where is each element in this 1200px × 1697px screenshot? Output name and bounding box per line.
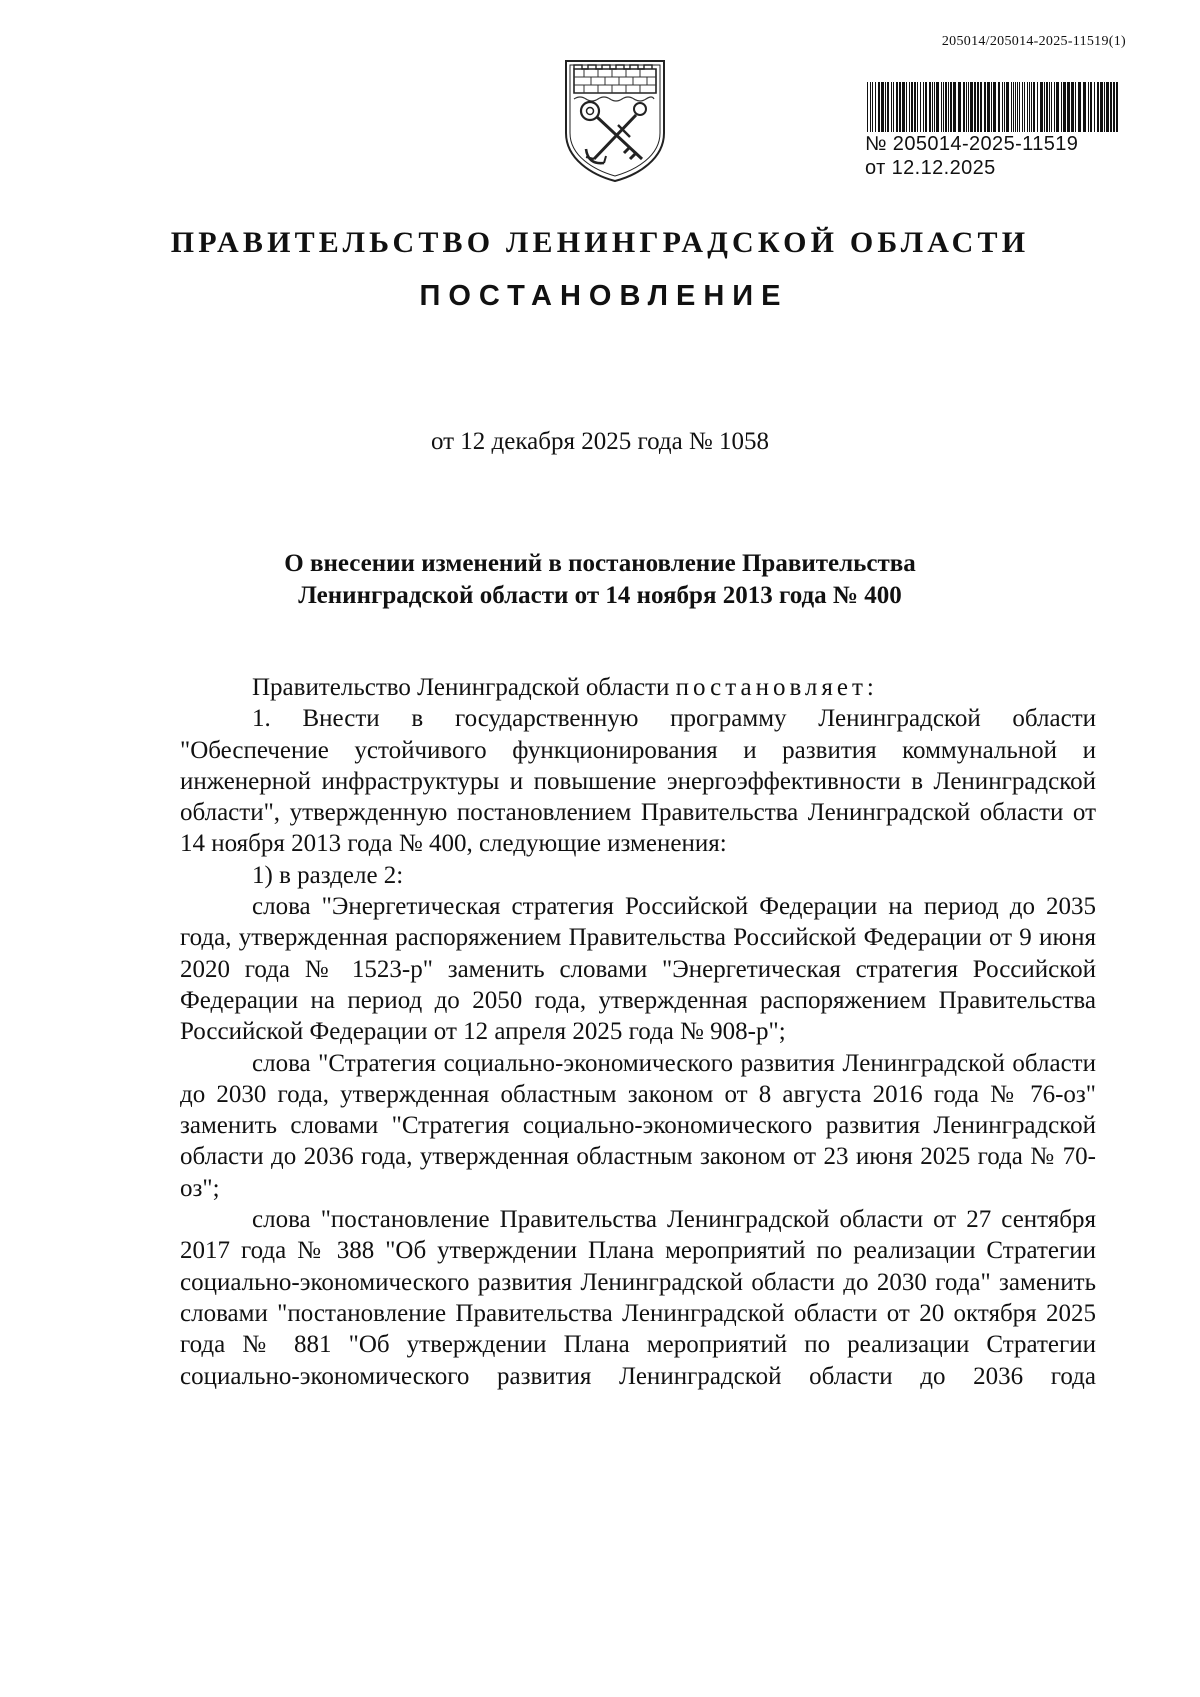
item-1: 1. Внести в государственную программу Ленинградской области "Обеспечение устойчивого функционирования и развития коммунальной и инженерной инфраструктуры и повышение энергоэффективности в Ленинградской области", утвержденную постановлением Правительства Ленинградской области от 14 ноября 2013 года № 400, следующие изменения: xyxy=(180,705,1096,858)
barcode-bar xyxy=(1100,82,1103,132)
barcode-bar xyxy=(1004,82,1005,132)
barcode-bar xyxy=(1063,82,1066,132)
barcode-bar xyxy=(941,82,942,132)
barcode-bar xyxy=(958,82,961,132)
barcode-bar xyxy=(1116,82,1118,132)
barcode-bar xyxy=(1044,82,1045,132)
barcode-bar xyxy=(966,82,967,132)
barcode-bar xyxy=(1054,82,1055,132)
barcode-bar xyxy=(1090,82,1092,132)
barcode-icon xyxy=(865,82,1121,132)
barcode-bar xyxy=(1040,82,1043,132)
barcode-bar xyxy=(1088,82,1089,132)
barcode-bar xyxy=(1033,82,1035,132)
paragraph-energy-strategy: слова "Энергетическая стратегия Российской Федерации на период до 2035 года, утвержденная распоряжением Правительства Российской Федерации от 9 июня 2020 года № 1523-р" заменить словами "Энергетическая стратегия Российской Федерации на период до 2050 года, утвержденная распоряжением Правительства Российской Федерации от 12 апреля 2025 года № 908-р"; xyxy=(180,893,1096,1046)
document-type: ПОСТАНОВЛЕНИЕ xyxy=(419,280,789,312)
barcode-bar xyxy=(1024,82,1025,132)
barcode-bar xyxy=(1031,82,1032,132)
document-body xyxy=(180,672,1096,1392)
subject-line-2: Ленинградской области от 14 ноября 2013 года № 400 xyxy=(298,582,902,609)
barcode-bar xyxy=(987,82,990,132)
barcode-bar xyxy=(920,82,921,132)
barcode-bar xyxy=(893,82,894,132)
paragraph-socioeconomic-strategy: слова "Стратегия социально-экономического развития Ленинградской области до 2030 года, утвержденная областным законом от 8 августа 2016 года № 76-оз" заменить словами "Стратегия социально-экономического развития Ленинградской области до 2036 года, утвержденная областным законом от 23 июня 2025 года № 70-оз"; xyxy=(180,1049,1096,1202)
coat-of-arms-icon xyxy=(560,55,670,185)
barcode-bar xyxy=(1106,82,1109,132)
barcode-bar xyxy=(925,82,927,132)
barcode-bar xyxy=(945,82,947,132)
document-subject xyxy=(0,548,1200,612)
registration-date: от 12.12.2025 xyxy=(865,157,996,179)
barcode-bar xyxy=(1051,82,1052,132)
barcode-bar xyxy=(1075,82,1076,132)
preamble xyxy=(180,672,1096,703)
page-code: 205014/205014-2025-11519(1) xyxy=(941,34,1126,49)
barcode-bar xyxy=(875,82,876,132)
barcode-bar xyxy=(950,82,952,132)
barcode-bar xyxy=(1037,82,1038,132)
barcode-bar xyxy=(984,82,986,132)
barcode-bar xyxy=(1006,82,1009,132)
preamble-text: Правительство Ленинградской области xyxy=(252,674,670,701)
document-date-number: от 12 декабря 2025 года № 1058 xyxy=(430,428,770,455)
barcode-bar xyxy=(1011,82,1012,132)
barcode-bar xyxy=(1029,82,1030,132)
authority-title: ПРАВИТЕЛЬСТВО ЛЕНИНГРАДСКОЙ ОБЛАСТИ xyxy=(170,226,1030,259)
barcode-bar xyxy=(948,82,949,132)
registration-number: № 205014-2025-11519 xyxy=(865,133,1079,155)
barcode-bar xyxy=(1071,82,1074,132)
preamble-verb: постановляет: xyxy=(675,674,878,701)
barcode-bar xyxy=(1078,82,1081,132)
barcode-bar xyxy=(970,82,973,132)
barcode-bar xyxy=(932,82,933,132)
barcode-bar xyxy=(902,82,905,132)
barcode-bar xyxy=(887,82,889,132)
barcode-bar xyxy=(1022,82,1023,132)
barcode-bar xyxy=(974,82,976,132)
barcode-bar xyxy=(899,82,901,132)
barcode-bar xyxy=(914,82,916,132)
barcode-bar xyxy=(998,82,1000,132)
barcode-bar xyxy=(936,82,939,132)
barcode-bar xyxy=(929,82,931,132)
barcode-bar xyxy=(943,82,944,132)
barcode-bar xyxy=(881,82,884,132)
registration-block xyxy=(865,82,1130,180)
barcode-bar xyxy=(872,82,873,132)
barcode-bar xyxy=(1015,82,1016,132)
barcode-bar xyxy=(1067,82,1070,132)
barcode-bar xyxy=(1104,82,1105,132)
barcode-bar xyxy=(1019,82,1020,132)
barcode-bar xyxy=(1013,82,1014,132)
barcode-bar xyxy=(870,82,871,132)
barcode-bar xyxy=(906,82,907,132)
barcode-bar xyxy=(1113,82,1115,132)
barcode-bar xyxy=(1017,82,1018,132)
barcode-bar xyxy=(1027,82,1028,132)
barcode-bar xyxy=(1046,82,1048,132)
barcode-bar xyxy=(891,82,892,132)
barcode-bar xyxy=(1110,82,1112,132)
barcode-bar xyxy=(963,82,965,132)
barcode-bar xyxy=(968,82,969,132)
barcode-bar xyxy=(885,82,886,132)
barcode-bar xyxy=(923,82,924,132)
barcode-bar xyxy=(911,82,913,132)
paragraph-action-plan: слова "постановление Правительства Ленинградской области от 27 сентября 2017 года № 388 "Об утверждении Плана мероприятий по реализации Стратегии социально-экономического развития Ленинградской области до 2030 года" заменить словами "постановление Правительства Ленинградской области от 20 октября 2025 года № 881 "Об утверждении Плана мероприятий по реализации Стратегии социально-экономического развития Ленинградской области до 2036 года xyxy=(180,1206,1096,1390)
barcode-bar xyxy=(993,82,996,132)
barcode-bar xyxy=(896,82,898,132)
subitem-1: 1) в разделе 2: xyxy=(252,861,404,889)
barcode-bar xyxy=(867,82,868,132)
barcode-bar xyxy=(953,82,956,132)
barcode-bar xyxy=(1083,82,1086,132)
barcode-bar xyxy=(1002,82,1003,132)
barcode-bar xyxy=(934,82,935,132)
barcode-bar xyxy=(977,82,979,132)
barcode-bar xyxy=(1097,82,1099,132)
barcode-bar xyxy=(878,82,880,132)
barcode-bar xyxy=(1056,82,1059,132)
barcode-bar xyxy=(1061,82,1062,132)
barcode-bar xyxy=(1049,82,1050,132)
barcode-bar xyxy=(1094,82,1095,132)
barcode-bar xyxy=(909,82,910,132)
subject-line-1: О внесении изменений в постановление Правительства xyxy=(284,550,916,577)
barcode-bar xyxy=(917,82,918,132)
barcode-bar xyxy=(991,82,992,132)
barcode-bar xyxy=(980,82,982,132)
